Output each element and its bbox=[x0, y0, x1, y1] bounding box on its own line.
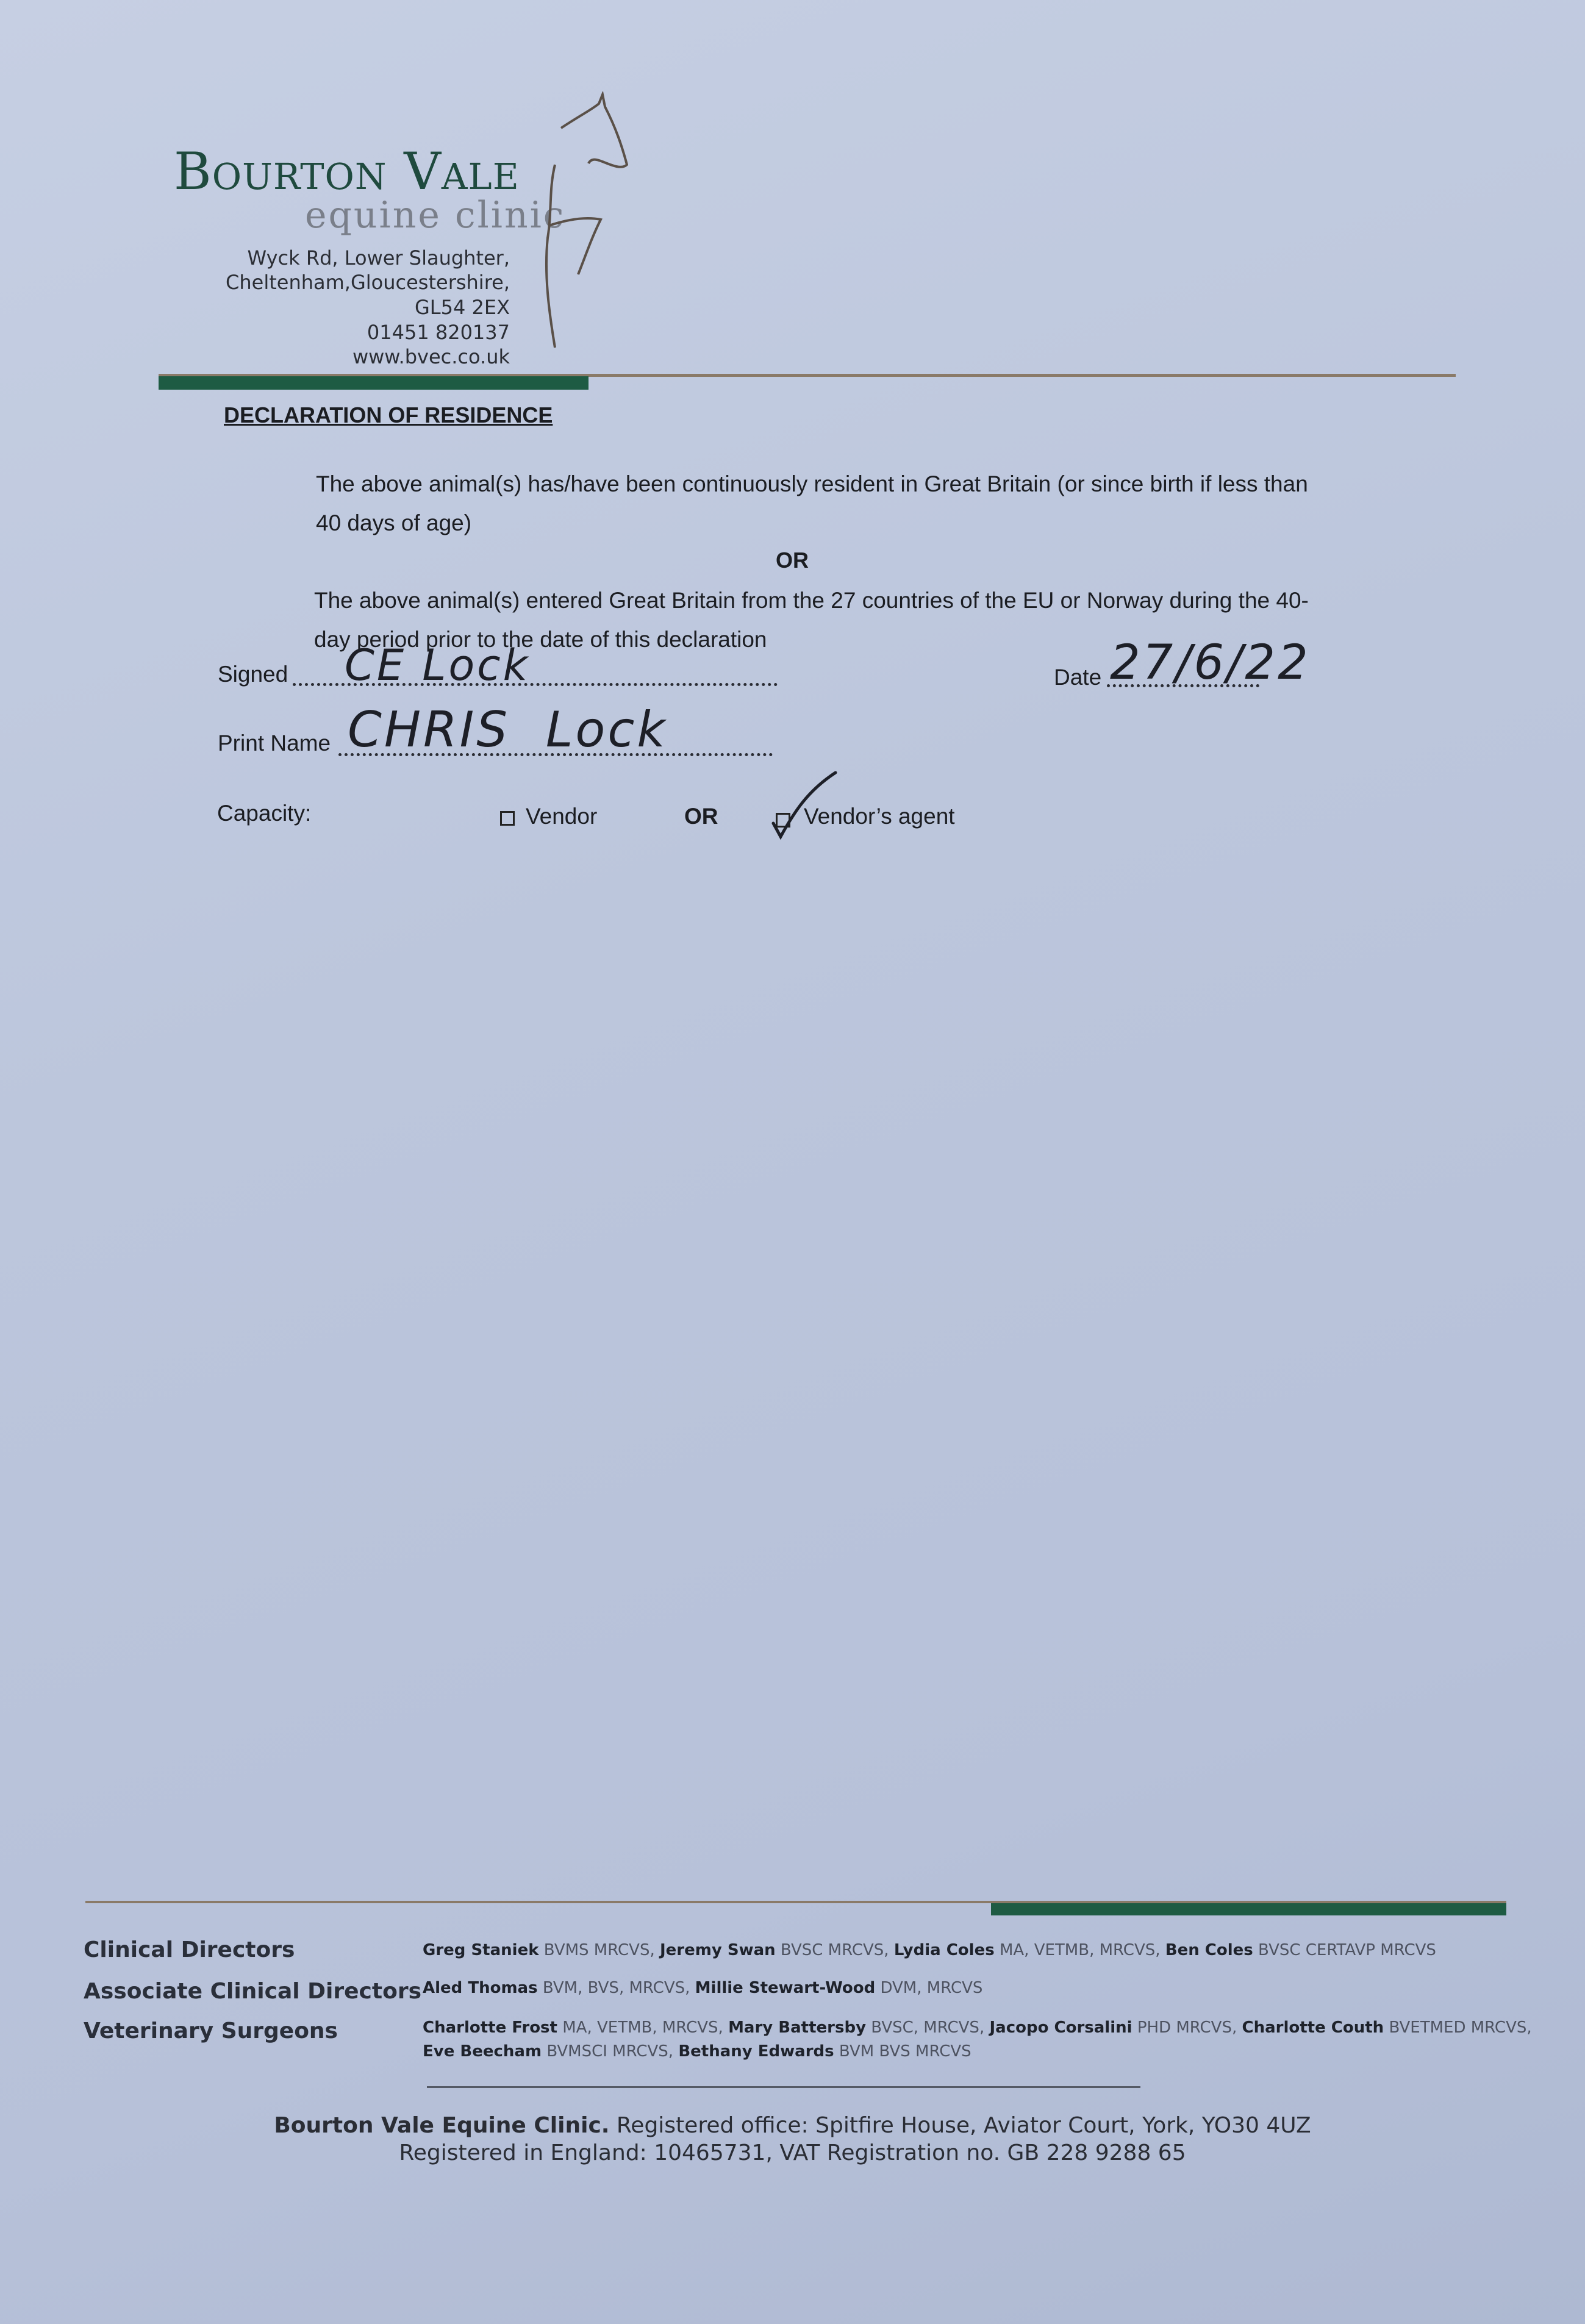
address-line: GL54 2EX bbox=[414, 296, 510, 319]
website: www.bvec.co.uk bbox=[352, 345, 510, 368]
date-value: 27/6/22 bbox=[1110, 635, 1311, 690]
registration-numbers: Registered in England: 10465731, VAT Registration no. GB 228 9288 65 bbox=[399, 2140, 1186, 2165]
veterinary-surgeons-names-line2: Eve Beecham BVMSCI MRCVS, Bethany Edwards BVM BVS MRCVS bbox=[423, 2042, 971, 2061]
clinical-directors-names: Greg Staniek BVMS MRCVS, Jeremy Swan BVSC MRCVS, Lydia Coles MA, VETMB, MRCVS, Ben Coles BVSC CERTAVP MRCVS bbox=[423, 1941, 1436, 1959]
date-label: Date bbox=[1054, 665, 1102, 690]
footer-green-bar bbox=[991, 1903, 1506, 1915]
footer-rule bbox=[85, 1901, 994, 1903]
clinic-subtitle: equine clinic bbox=[305, 194, 566, 237]
registered-office: Bourton Vale Equine Clinic. Registered office: Spitfire House, Aviator Court, York, YO30 4UZ bbox=[274, 2113, 1311, 2138]
role-clinical-directors: Clinical Directors bbox=[84, 1937, 295, 1962]
declaration-paragraph-2: The above animal(s) entered Great Britain from the 27 countries of the EU or Norway during the 40- day period prior to the date of this declaration bbox=[314, 588, 1309, 652]
clinic-name: Bourton Vale bbox=[174, 141, 520, 201]
capacity-label: Capacity: bbox=[217, 801, 312, 826]
declaration-title: DECLARATION OF RESIDENCE bbox=[224, 402, 553, 427]
or-separator: OR bbox=[776, 548, 809, 573]
print-name-value: CHRIS Lock bbox=[348, 701, 668, 758]
role-associate-clinical-directors: Associate Clinical Directors bbox=[84, 1979, 422, 2004]
address-line: Wyck Rd, Lower Slaughter, bbox=[247, 246, 510, 270]
horse-logo-icon bbox=[531, 91, 628, 360]
capacity-or: OR bbox=[684, 804, 718, 829]
veterinary-surgeons-names: Charlotte Frost MA, VETMB, MRCVS, Mary Battersby BVSC, MRCVS, Jacopo Corsalini PHD MRCVS, Charlotte Couth BVETMED MRCVS, bbox=[423, 2018, 1532, 2037]
print-name-label: Print Name bbox=[218, 731, 331, 756]
vendor-agent-option: Vendor’s agent bbox=[804, 804, 955, 829]
header-green-bar bbox=[159, 376, 589, 390]
address-line: Cheltenham,Gloucestershire, bbox=[226, 271, 510, 294]
footer-divider bbox=[427, 2086, 1140, 2088]
signed-label: Signed bbox=[218, 662, 288, 687]
associate-directors-names: Aled Thomas BVM, BVS, MRCVS, Millie Stewart-Wood DVM, MRCVS bbox=[423, 1979, 983, 1997]
vendor-checkbox[interactable] bbox=[500, 811, 515, 826]
declaration-paragraph-1: The above animal(s) has/have been continuously resident in Great Britain (or since birth if less than 40 days of age) bbox=[316, 471, 1308, 535]
signature: CE Lock bbox=[345, 640, 531, 690]
role-veterinary-surgeons: Veterinary Surgeons bbox=[84, 2018, 338, 2043]
vendor-option: Vendor bbox=[526, 804, 598, 829]
phone-number: 01451 820137 bbox=[367, 321, 510, 344]
